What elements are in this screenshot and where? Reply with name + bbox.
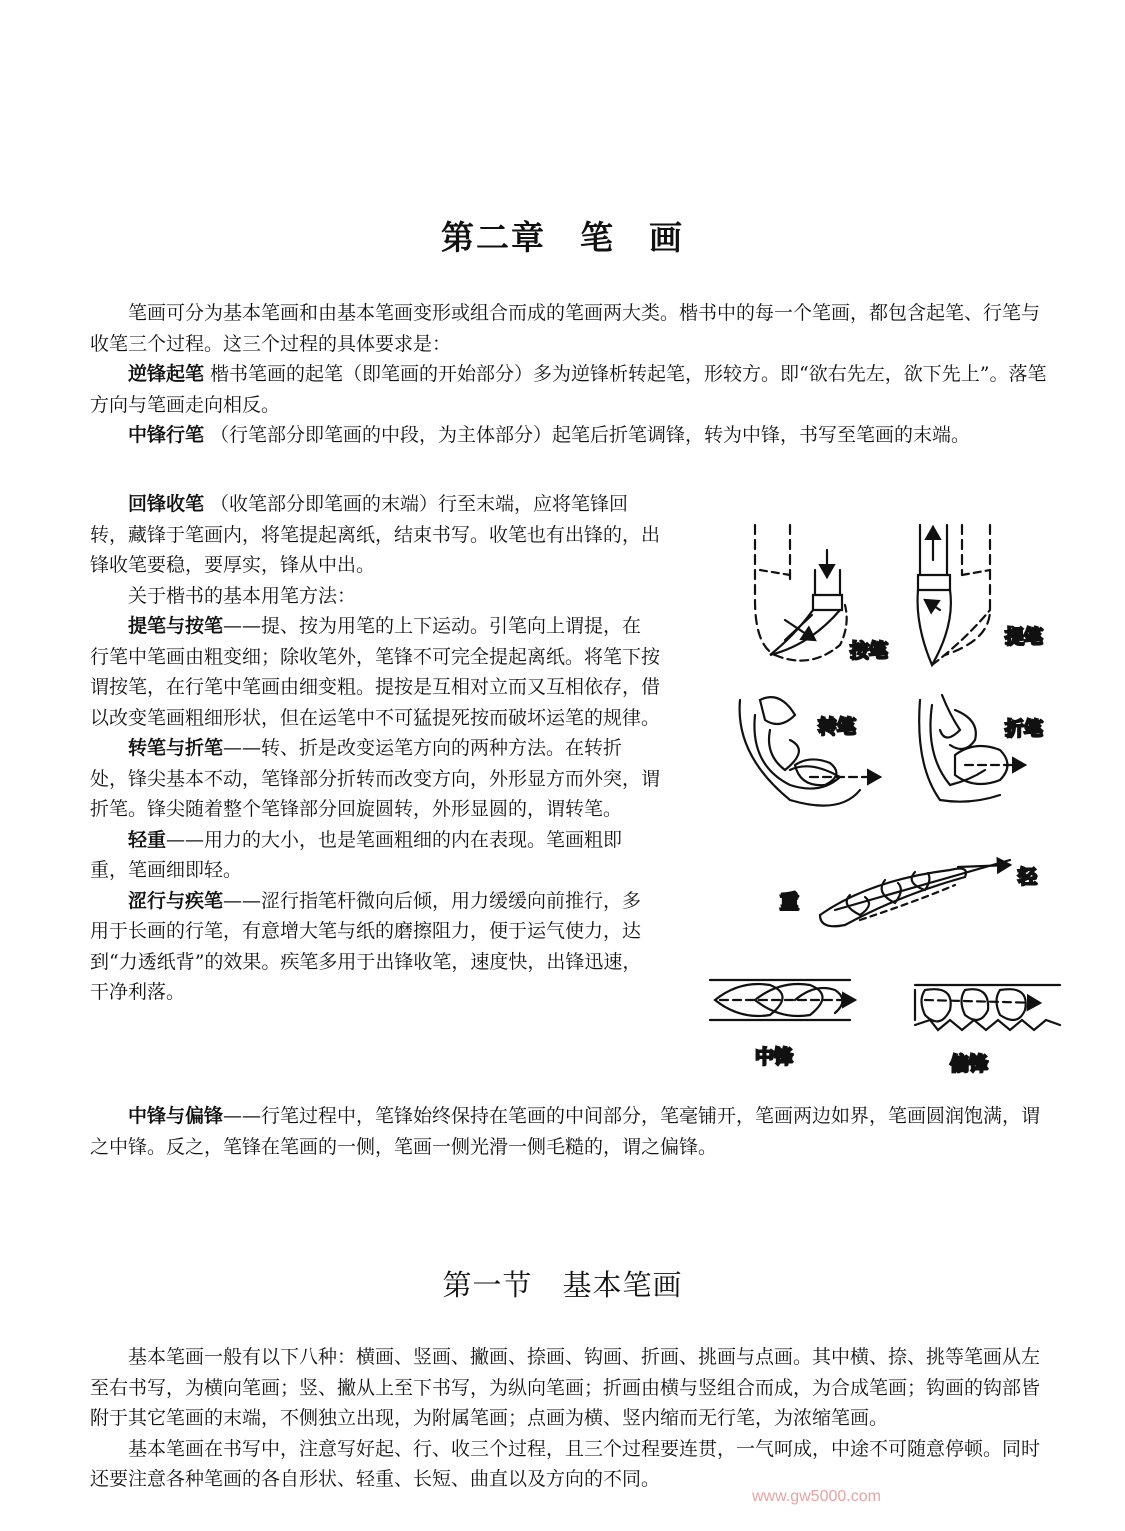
section-title: [0, 1263, 1125, 1304]
intro-paragraph-3-text: （行笔部分即笔画的中段，为主体部分）起笔后折笔调锋，转为中锋，书写至笔画的末端。: [204, 424, 971, 446]
intro-paragraph-2: [90, 359, 1055, 420]
qing-zhong-diagram: [820, 860, 1010, 926]
pian-feng-diagram: [915, 985, 1060, 1030]
label-zhong-feng: 中锋: [755, 1046, 794, 1068]
term-huifeng-shoubi: 回锋收笔: [128, 493, 205, 515]
paragraph-huifeng-text: （收笔部分即笔画的末端）行至末端，应将笔锋回转，藏锋于笔画内，将笔提起离纸，结束书写。收笔也有出锋的，出锋收笔要稳，要厚实，锋从中出。: [90, 493, 661, 576]
label-pian-feng: 偏锋: [950, 1053, 989, 1075]
term-sexing-jibi: 涩行与疾笔: [128, 889, 224, 912]
intro-paragraph-1: 笔画可分为基本笔画和由基本笔画变形或组合而成的笔画两大类。楷书中的每一个笔画，都包含起笔、行笔与收笔三个过程。这三个过程的具体要求是：: [90, 302, 1041, 355]
label-zhe-bi: 折笔: [1005, 718, 1044, 740]
paragraph-tian: [90, 611, 660, 733]
term-nifeng-qibi: 逆锋起笔: [128, 363, 205, 385]
term-zhongfeng-pianfeng: 中锋与偏锋: [128, 1105, 224, 1127]
section-paragraph-1: 基本笔画一般有以下八种：横画、竖画、撇画、捺画、钩画、折画、挑画与点画。其中横、捺、挑等笔画从左至右书写，为横向笔画；竖、撇从上至下书写，为纵向笔画；折画由横与竖组合而成，为合成笔画；钩画的钩部皆附于其它笔画的末端，不侧独立出现，为附属笔画；点画为横、竖内缩而无行笔，为浓缩笔画。: [90, 1346, 1041, 1429]
paragraph-tian-text: ——提、按为用笔的上下运动。引笔向上谓提，在行笔中笔画由粗变细；除收笔外，笔锋不可完全提起离纸。将笔下按谓按笔，在行笔中笔画由细变粗。提按是互相对立而又互相依存，借以改变笔画粗细形状，但在运笔中不可猛提死按而破坏运笔的规律。: [90, 615, 661, 729]
section-number: 第一节: [442, 1268, 533, 1302]
label-an-bi: 按笔: [850, 640, 889, 662]
paragraph-huifeng: [90, 489, 660, 581]
paragraph-zhuanzhe: [90, 733, 660, 825]
label-qing: 轻: [1018, 866, 1038, 888]
closing-text: [90, 1101, 1055, 1162]
term-tibi-anbi: 提笔与按笔: [128, 615, 224, 637]
left-column-text: [90, 489, 660, 1008]
chapter-title-char-2: 画: [649, 218, 684, 257]
zhe-bi-diagram: [919, 695, 1025, 802]
watermark: www.gw5000.com: [752, 1488, 881, 1505]
paragraph-sexing-text: ——涩行指笔杆微向后倾，用力缓缓向前推行，多用于长画的行笔，有意增大笔与纸的磨擦阻力，便于运气使力，达到“力透纸背”的效果。疾笔多用于出锋收笔，速度快，出锋迅速，干净利落。: [90, 889, 642, 1003]
brush-technique-figure: [700, 515, 1075, 1085]
paragraph-qingzhong-text: ——用力的大小，也是笔画粗细的内在表现。笔画粗即重，笔画细即轻。: [90, 828, 623, 881]
paragraph-sexing: [90, 886, 660, 1008]
zhong-feng-diagram: [710, 980, 855, 1020]
chapter-title-char-1: 笔: [580, 218, 615, 257]
term-zhongfeng-xingbi: 中锋行笔: [128, 424, 205, 446]
paragraph-zhongfeng-pianfeng: [90, 1101, 1055, 1162]
intro-paragraph-2-text: 楷书笔画的起笔（即笔画的开始部分）多为逆锋析转起笔，形较方。即“欲右先左，欲下先上”。落笔方向与笔画走向相反。: [90, 363, 1047, 416]
paragraph-qingzhong: [90, 825, 660, 886]
label-ti-bi: 提笔: [1005, 626, 1044, 648]
an-bi-diagram: [755, 525, 847, 661]
section-name: 基本笔画: [562, 1268, 683, 1302]
paragraph-methods-intro: 关于楷书的基本用笔方法：: [128, 584, 357, 607]
label-zhuan-bi: 转笔: [818, 716, 857, 738]
section-text: [90, 1342, 1055, 1495]
brush-diagrams: [700, 515, 1075, 1085]
ti-bi-diagram: [918, 525, 990, 665]
label-zhong: 重: [780, 891, 800, 913]
term-qingzhong: 轻重: [128, 828, 167, 851]
paragraph-zhongfeng-pianfeng-text: ——行笔过程中，笔锋始终保持在笔画的中间部分，笔毫铺开，笔画两边如界，笔画圆润饱满，谓之中锋。反之，笔锋在笔画的一侧，笔画一侧光滑一侧毛糙的，谓之偏锋。: [90, 1105, 1041, 1158]
intro-paragraph-3: [90, 420, 1055, 451]
intro-text: [90, 298, 1055, 451]
term-zhuanbi-zhebi: 转笔与折笔: [128, 737, 224, 759]
chapter-number: 第二章: [441, 218, 546, 257]
section-paragraph-2: 基本笔画在书写中，注意写好起、行、收三个过程，且三个过程要连贯，一气呵成，中途不可随意停顿。同时还要注意各种笔画的各自形状、轻重、长短、曲直以及方向的不同。: [90, 1437, 1041, 1490]
zhuan-bi-diagram: [740, 697, 880, 805]
chapter-title: [0, 212, 1125, 259]
paragraph-zhuanzhe-text: ——转、折是改变运笔方向的两种方法。在转折处，锋尖基本不动，笔锋部分折转而改变方向，外形显方而外突，谓折笔。锋尖随着整个笔锋部分回旋圆转，外形显圆的，谓转笔。: [90, 737, 661, 820]
